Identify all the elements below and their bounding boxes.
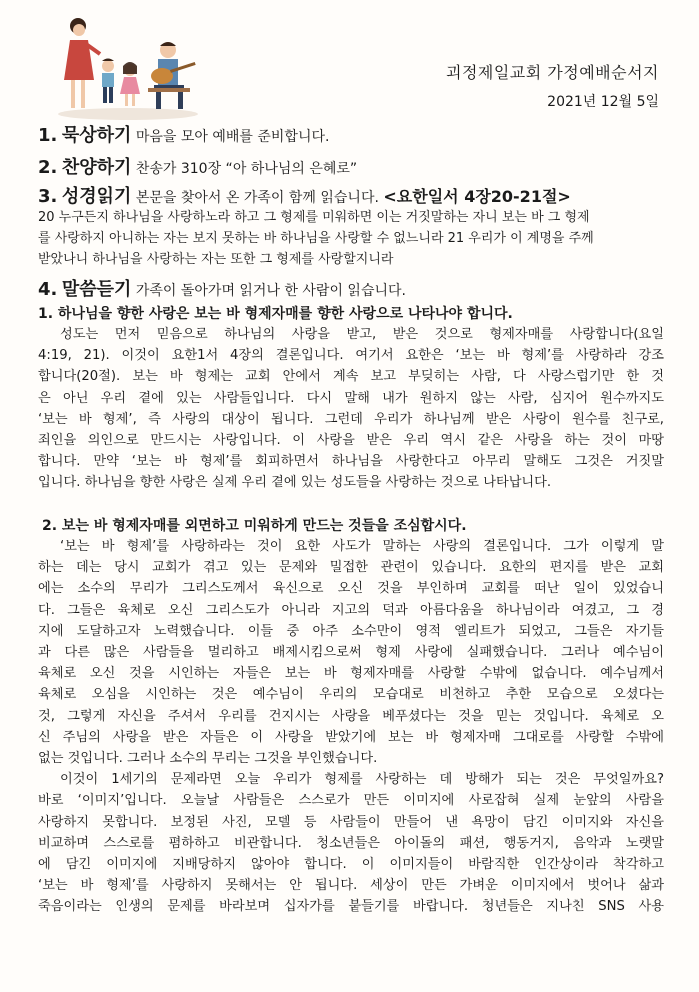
step-number: 1. <box>38 125 58 146</box>
body-line: 신 주님의 사랑을 받은 자들은 이 사랑을 받았기에 보는 바 형제자매 그대로를 사랑할 수밖에 <box>38 729 664 745</box>
step-description: 찬송가 310장 “아 하나님의 은혜로” <box>135 161 358 177</box>
body-line: 하는 데는 당시 교회가 겪고 있는 문제와 밀접한 관련이 있습니다. 요한의 편지를 받은 교회 <box>38 560 664 576</box>
body-line: 비교하며 스스로를 폄하하고 비관합니다. 청소년들은 아이돌의 패션, 행동거지, 음악과 노랫말 <box>38 835 664 851</box>
step-praise <box>38 153 357 179</box>
step-scripture-reading <box>38 182 571 208</box>
body-line: 죄인을 의인으로 만드시는 사랑입니다. 이 사랑을 받은 우리 역시 같은 사랑을 하는 것이 마땅 <box>38 433 664 449</box>
step-meditate <box>38 121 329 147</box>
body-line: 이것이 1세기의 문제라면 오늘 우리가 형제를 사랑하는 데 방해가 되는 것은 무엇일까요? <box>60 772 664 788</box>
step-heading: 찬양하기 <box>61 157 132 178</box>
body-line: 다. 그들은 육체로 오신 그리스도가 아니라 지고의 덕과 아름다움을 하나님이라 여겼고, 그 경 <box>38 602 664 618</box>
scripture-reference: <요한일서 4장20-21절> <box>383 187 571 206</box>
sermon-point-1-body <box>38 324 664 494</box>
body-line: 과 다른 많은 사람들을 멀리하고 배제시킴으로써 형제 사랑에 실패했습니다. 그러나 예수님이 <box>38 645 664 661</box>
body-line: 에는 소수의 무리가 그리스도께서 육신으로 오신 것을 부인하며 교회를 떠난 일이 있었습니 <box>38 581 664 597</box>
body-line: ‘보는 바 형제’를 사랑하라는 것이 요한 사도가 말하는 사랑의 결론입니다. 그가 이렇게 말 <box>60 539 664 554</box>
body-line: 사랑하지 못합니다. 보정된 사진, 모델 등 사람들이 만들어 낸 욕망이 담긴 이미지와 자신을 <box>38 814 664 830</box>
body-line: 성도는 먼저 믿음으로 하나님의 사랑을 받고, 받은 것으로 형제자매를 사랑합니다(요일 <box>60 327 664 342</box>
step-number: 2. <box>38 157 58 178</box>
step-number: 3. <box>38 186 58 207</box>
body-line: 바로 ‘이미지’입니다. 오늘날 사람들은 스스로가 만든 이미지에 사로잡혀 실제 눈앞의 사람을 <box>38 793 664 809</box>
body-line: 합니다. 만약 ‘보는 바 형제’를 회피하면서 하나님을 사랑한다고 아무리 말해도 그것은 거짓말 <box>38 454 664 470</box>
body-line: 입니다. 하나님을 향한 사랑은 실제 우리 곁에 있는 성도들을 사랑하는 것으로 나타납니다. <box>38 475 552 491</box>
scripture-line: 받았나니 하나님을 사랑하는 자는 또한 그 형제를 사랑할지니라 <box>38 252 394 267</box>
step-heading: 성경읽기 <box>61 186 132 207</box>
worship-date: 2021년 12월 5일 <box>547 94 659 110</box>
body-line: 죽음이라는 인생의 문제를 바라보며 십자가를 붙들기를 바랍니다. 청년들은 지나친 SNS 사용 <box>38 899 664 915</box>
step-description: 마음을 모아 예배를 준비합니다. <box>135 129 330 145</box>
body-line: 육체로 오심을 시인하는 것은 예수님이 우리의 모습대로 비천하고 추한 모습으로 오셨다는 <box>38 687 664 703</box>
body-line: 합니다(20절). 보는 바 형제는 교회 안에서 계속 보고 부딪히는 사람, 다 사랑스럽기만 한 것 <box>38 369 664 385</box>
body-line: 육체로 오신 것을 시인하는 자들은 보는 바 형제자매를 사랑할 수밖에 없습니다. 예수님께서 <box>38 666 664 682</box>
body-line: 것, 그렇게 자신을 주셔서 우리를 건지시는 사랑을 베푸셨다는 것을 믿는 것입니다. 육체로 오 <box>38 708 664 724</box>
step-number: 4. <box>38 279 58 300</box>
sermon-point-2-title: 2. 보는 바 형제자매를 외면하고 미워하게 만드는 것들을 조심합시다. <box>42 518 467 534</box>
scripture-text <box>38 207 666 270</box>
sermon-point-2-body <box>38 536 664 918</box>
family-worship-illustration <box>50 14 200 122</box>
body-line: 은 아닌 우리 곁에 있는 사람들입니다. 다시 말해 내가 원하지 않는 사람, 심지어 원수까지도 <box>38 390 664 406</box>
body-line: ‘보는 바 형제’, 즉 사랑의 대상이 됩니다. 그런데 우리가 하나님께 받은 사랑이 원수를 친구로, <box>38 411 664 427</box>
scripture-line: 를 사랑하지 아니하는 자는 보지 못하는 바 하나님을 사랑할 수 없느니라 21 우리가 이 계명을 주께 <box>38 231 594 246</box>
scripture-line: 20 누구든지 하나님을 사랑하노라 하고 그 형제를 미워하면 이는 거짓말하는 자니 보는 바 그 형제 <box>38 210 590 225</box>
body-line: ‘보는 바 형제’를 사랑하지 못해서는 안 됩니다. 세상이 만든 가벼운 이미지에서 벗어나 삶과 <box>38 878 664 894</box>
step-description: 가족이 돌아가며 읽거나 한 사람이 읽습니다. <box>135 283 406 299</box>
sermon-point-1-title: 1. 하나님을 향한 사랑은 보는 바 형제자매를 향한 사랑으로 나타나야 합니다. <box>38 306 513 322</box>
body-line: 에 담긴 이미지에 지배당하지 않아야 합니다. 이 이미지들이 바람직한 인간상이라 착각하고 <box>38 857 664 873</box>
body-line: 없는 것입니다. 그러나 소수의 무리는 그것을 부인했습니다. <box>38 751 378 767</box>
step-description: 본문을 찾아서 온 가족이 함께 읽습니다. <box>135 190 379 206</box>
church-title: 괴정제일교회 가정예배순서지 <box>445 63 659 82</box>
step-hear-word <box>38 275 406 301</box>
step-heading: 말씀듣기 <box>61 279 132 300</box>
step-heading: 묵상하기 <box>61 125 132 146</box>
body-line: 지에 도달하고자 노력했습니다. 이들 중 아주 소수만이 영적 엘리트가 되었고, 그들은 자기들 <box>38 623 664 639</box>
body-line: 4:19, 21). 이것이 요한1서 4장의 결론입니다. 여기서 요한은 ‘보는 바 형제’를 사랑하라 강조 <box>38 348 664 364</box>
